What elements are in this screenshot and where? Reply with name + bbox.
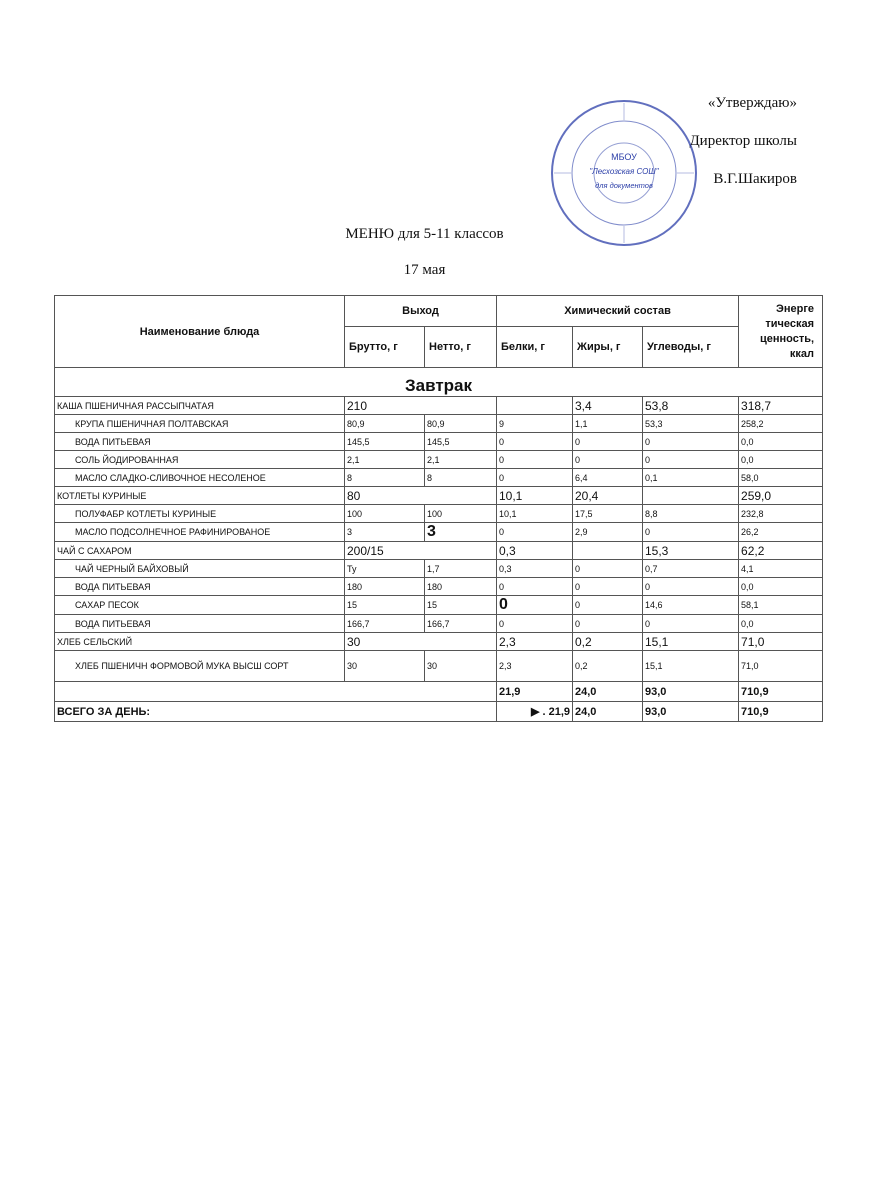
row-proteins: 0: [497, 615, 573, 633]
header-proteins: Белки, г: [497, 327, 573, 368]
row-brutto: 15: [345, 596, 425, 615]
row-fats: [573, 542, 643, 560]
table-row: [55, 523, 823, 542]
row-energy: 62,2: [739, 542, 823, 560]
row-fats: 0: [573, 451, 643, 469]
row-fats: 17,5: [573, 505, 643, 523]
grand-total-label: ВСЕГО ЗА ДЕНЬ:: [55, 702, 497, 722]
table-row: [55, 487, 823, 505]
grand-total-fats: 24,0: [573, 702, 643, 722]
subtotal-proteins: 21,9: [497, 682, 573, 702]
row-energy: 71,0: [739, 633, 823, 651]
row-fats: 0: [573, 560, 643, 578]
header-dish: Наименование блюда: [55, 296, 345, 368]
row-name: ХЛЕБ СЕЛЬСКИЙ: [55, 633, 345, 651]
row-brutto: 100: [345, 505, 425, 523]
row-brutto: 3: [345, 523, 425, 542]
table-row: [55, 596, 823, 615]
row-energy: 232,8: [739, 505, 823, 523]
row-carbs: [643, 487, 739, 505]
row-name: ПОЛУФАБР КОТЛЕТЫ КУРИНЫЕ: [55, 505, 345, 523]
row-netto: 180: [425, 578, 497, 596]
table-row: [55, 633, 823, 651]
table-row: [55, 560, 823, 578]
row-name: ЧАЙ С САХАРОМ: [55, 542, 345, 560]
row-proteins: 10,1: [497, 487, 573, 505]
row-carbs: 0: [643, 615, 739, 633]
subtotal-fats: 24,0: [573, 682, 643, 702]
row-energy: 58,0: [739, 469, 823, 487]
approval-block: [689, 84, 797, 198]
row-fats: 3,4: [573, 397, 643, 415]
row-energy: 318,7: [739, 397, 823, 415]
row-netto: 2,1: [425, 451, 497, 469]
row-fats: 0: [573, 433, 643, 451]
table-row: [55, 615, 823, 633]
row-name: МАСЛО СЛАДКО-СЛИВОЧНОЕ НЕСОЛЕНОЕ: [55, 469, 345, 487]
grand-total-proteins: 21,9: [548, 706, 570, 718]
row-brutto: 200/15: [345, 542, 497, 560]
row-brutto: 2,1: [345, 451, 425, 469]
row-carbs: 53,8: [643, 397, 739, 415]
row-proteins: 0: [497, 596, 573, 615]
grand-total-row: [55, 702, 823, 722]
row-proteins: 0: [497, 451, 573, 469]
row-proteins: 9: [497, 415, 573, 433]
menu-table: [54, 295, 823, 722]
table-row: [55, 578, 823, 596]
row-brutto: 30: [345, 651, 425, 682]
row-carbs: 0: [643, 523, 739, 542]
row-fats: 1,1: [573, 415, 643, 433]
table-row: [55, 469, 823, 487]
row-proteins: 0,3: [497, 560, 573, 578]
row-brutto: Ту: [345, 560, 425, 578]
row-netto: 145,5: [425, 433, 497, 451]
row-proteins: 2,3: [497, 633, 573, 651]
row-netto: 8: [425, 469, 497, 487]
grand-total-proteins-cell: [497, 702, 573, 722]
approval-position: Директор школы: [689, 133, 797, 149]
row-energy: 0,0: [739, 433, 823, 451]
row-fats: 20,4: [573, 487, 643, 505]
table-row: [55, 397, 823, 415]
row-brutto: 30: [345, 633, 497, 651]
row-carbs: 0: [643, 578, 739, 596]
row-energy: 258,2: [739, 415, 823, 433]
row-netto: 1,7: [425, 560, 497, 578]
row-energy: 0,0: [739, 451, 823, 469]
stamp-name: МБОУ: [611, 152, 637, 162]
header-carbs: Углеводы, г: [643, 327, 739, 368]
subtotal-energy: 710,9: [739, 682, 823, 702]
row-fats: 0,2: [573, 633, 643, 651]
grand-total-carbs: 93,0: [643, 702, 739, 722]
row-energy: 0,0: [739, 578, 823, 596]
table-row: [55, 451, 823, 469]
approval-director: В.Г.Шакиров: [713, 171, 797, 187]
arrow-marker-icon: ▶ .: [530, 706, 546, 718]
stamp-docs: для документов: [595, 181, 653, 190]
row-netto: 80,9: [425, 415, 497, 433]
row-brutto: 8: [345, 469, 425, 487]
header-netto: Нетто, г: [425, 327, 497, 368]
row-carbs: 53,3: [643, 415, 739, 433]
row-energy: 71,0: [739, 651, 823, 682]
row-energy: 259,0: [739, 487, 823, 505]
row-proteins: 2,3: [497, 651, 573, 682]
row-energy: 4,1: [739, 560, 823, 578]
row-brutto: 145,5: [345, 433, 425, 451]
row-name: ВОДА ПИТЬЕВАЯ: [55, 433, 345, 451]
row-netto: 15: [425, 596, 497, 615]
row-fats: 0: [573, 578, 643, 596]
row-fats: 0: [573, 596, 643, 615]
subtotal-carbs: 93,0: [643, 682, 739, 702]
row-carbs: 15,3: [643, 542, 739, 560]
row-energy: 26,2: [739, 523, 823, 542]
row-brutto: 166,7: [345, 615, 425, 633]
row-name: ВОДА ПИТЬЕВАЯ: [55, 578, 345, 596]
subtotal-row: [55, 682, 823, 702]
row-brutto: 80,9: [345, 415, 425, 433]
row-carbs: 0,7: [643, 560, 739, 578]
menu-title: МЕНЮ для 5-11 классов: [345, 226, 504, 242]
table-row: [55, 505, 823, 523]
row-carbs: 8,8: [643, 505, 739, 523]
header-chem: Химический состав: [497, 296, 739, 327]
table-row: [55, 433, 823, 451]
row-carbs: 0,1: [643, 469, 739, 487]
table-row: [55, 415, 823, 433]
row-carbs: 15,1: [643, 633, 739, 651]
row-name: САХАР ПЕСОК: [55, 596, 345, 615]
row-fats: 0: [573, 615, 643, 633]
row-name: ВОДА ПИТЬЕВАЯ: [55, 615, 345, 633]
row-proteins: 0,3: [497, 542, 573, 560]
table-row: [55, 542, 823, 560]
row-proteins: 0: [497, 578, 573, 596]
subtotal-label: [55, 682, 497, 702]
row-name: ЧАЙ ЧЕРНЫЙ БАЙХОВЫЙ: [55, 560, 345, 578]
section-row: [55, 368, 823, 397]
row-name: КРУПА ПШЕНИЧНАЯ ПОЛТАВСКАЯ: [55, 415, 345, 433]
row-fats: 6,4: [573, 469, 643, 487]
table-row: [55, 651, 823, 682]
row-carbs: 15,1: [643, 651, 739, 682]
row-proteins: 0: [497, 433, 573, 451]
row-proteins: 10,1: [497, 505, 573, 523]
row-energy: 0,0: [739, 615, 823, 633]
header-brutto: Брутто, г: [345, 327, 425, 368]
header-fats: Жиры, г: [573, 327, 643, 368]
row-carbs: 14,6: [643, 596, 739, 615]
row-energy: 58,1: [739, 596, 823, 615]
row-name: КАША ПШЕНИЧНАЯ РАССЫПЧАТАЯ: [55, 397, 345, 415]
row-name: МАСЛО ПОДСОЛНЕЧНОЕ РАФИНИРОВАНОЕ: [55, 523, 345, 542]
approval-line: «Утверждаю»: [707, 95, 797, 111]
header-energy: Энерге тическая ценность, ккал: [739, 296, 823, 368]
row-fats: 0,2: [573, 651, 643, 682]
row-carbs: 0: [643, 451, 739, 469]
row-proteins: 0: [497, 469, 573, 487]
header-output: Выход: [345, 296, 497, 327]
row-name: КОТЛЕТЫ КУРИНЫЕ: [55, 487, 345, 505]
row-proteins: [497, 397, 573, 415]
row-netto: 100: [425, 505, 497, 523]
row-netto: 166,7: [425, 615, 497, 633]
row-proteins: 0: [497, 523, 573, 542]
section-title: Завтрак: [55, 368, 823, 397]
row-name: ХЛЕБ ПШЕНИЧН ФОРМОВОЙ МУКА ВЫСШ СОРТ: [55, 651, 345, 682]
row-fats: 2,9: [573, 523, 643, 542]
grand-total-energy: 710,9: [739, 702, 823, 722]
menu-date: 17 мая: [403, 262, 446, 278]
stamp-school: "Лесхозская СОШ": [589, 167, 659, 176]
row-netto: 3: [425, 523, 497, 542]
row-name: СОЛЬ ЙОДИРОВАННАЯ: [55, 451, 345, 469]
row-brutto: 80: [345, 487, 497, 505]
row-netto: 30: [425, 651, 497, 682]
row-brutto: 180: [345, 578, 425, 596]
row-carbs: 0: [643, 433, 739, 451]
row-brutto: 210: [345, 397, 497, 415]
